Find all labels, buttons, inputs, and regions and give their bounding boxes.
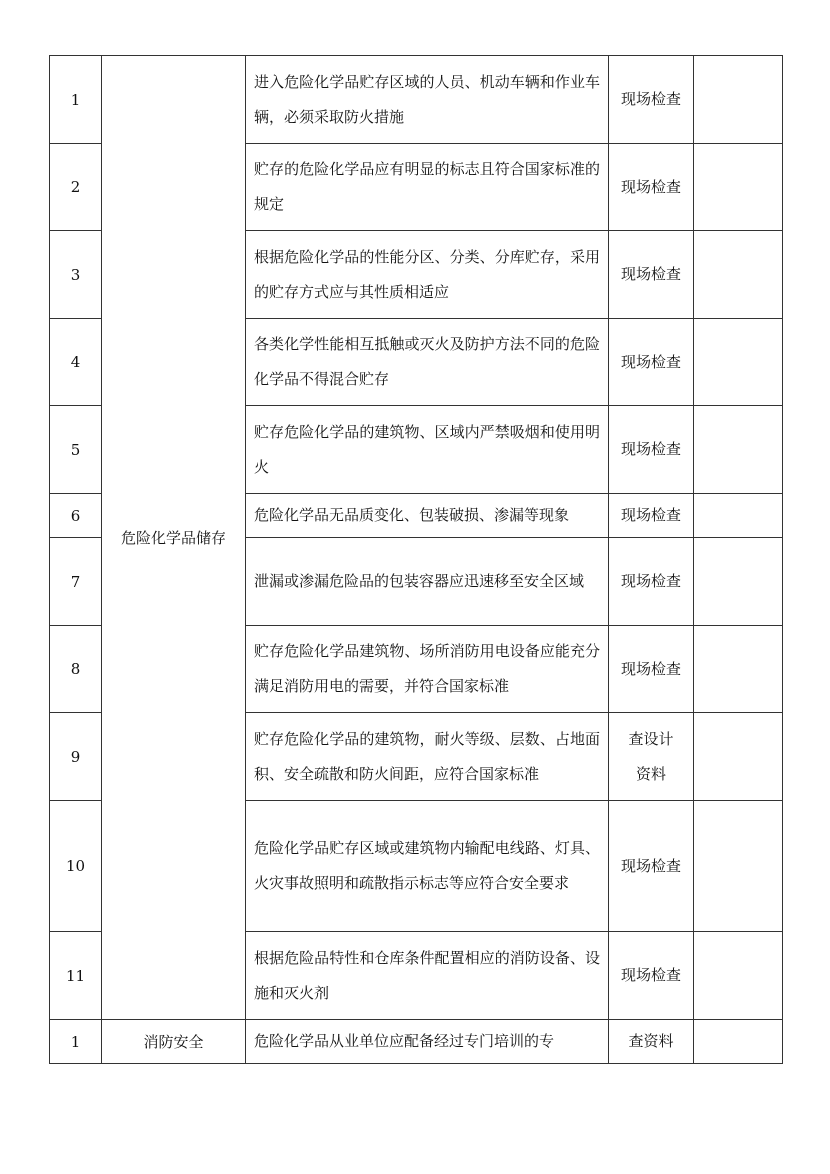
check-item: 危险化学品贮存区域或建筑物内输配电线路、灯具、火灾事故照明和疏散指示标志等应符合安全要求 [246, 801, 609, 932]
check-method: 现场检查 [609, 406, 694, 494]
check-method: 现场检查 [609, 801, 694, 932]
remark-cell [694, 494, 783, 538]
remark-cell [694, 932, 783, 1020]
remark-cell [694, 231, 783, 319]
category-cell: 危险化学品储存 [102, 56, 246, 1020]
remark-cell [694, 319, 783, 406]
remark-cell [694, 1020, 783, 1064]
row-number: 8 [50, 626, 102, 713]
row-number: 2 [50, 144, 102, 231]
remark-cell [694, 144, 783, 231]
table-row [50, 56, 783, 144]
row-number: 3 [50, 231, 102, 319]
check-method: 现场检查 [609, 319, 694, 406]
check-item: 贮存的危险化学品应有明显的标志且符合国家标准的规定 [246, 144, 609, 231]
check-item: 贮存危险化学品建筑物、场所消防用电设备应能充分满足消防用电的需要，并符合国家标准 [246, 626, 609, 713]
check-method: 现场检查 [609, 56, 694, 144]
check-item: 贮存危险化学品的建筑物，耐火等级、层数、占地面积、安全疏散和防火间距，应符合国家标准 [246, 713, 609, 801]
check-item: 泄漏或渗漏危险品的包装容器应迅速移至安全区域 [246, 538, 609, 626]
check-item: 根据危险化学品的性能分区、分类、分库贮存，采用的贮存方式应与其性质相适应 [246, 231, 609, 319]
check-item: 进入危险化学品贮存区域的人员、机动车辆和作业车辆，必须采取防火措施 [246, 56, 609, 144]
check-item: 危险化学品从业单位应配备经过专门培训的专 [246, 1020, 609, 1064]
row-number: 6 [50, 494, 102, 538]
check-method: 查资料 [609, 1020, 694, 1064]
table-row [50, 1020, 783, 1064]
row-number: 10 [50, 801, 102, 932]
inspection-table [49, 55, 783, 1064]
check-method: 查设计资料 [609, 713, 694, 801]
check-method: 现场检查 [609, 144, 694, 231]
remark-cell [694, 406, 783, 494]
remark-cell [694, 56, 783, 144]
remark-cell [694, 626, 783, 713]
row-number: 4 [50, 319, 102, 406]
row-number: 1 [50, 56, 102, 144]
row-number: 1 [50, 1020, 102, 1064]
remark-cell [694, 538, 783, 626]
check-item: 贮存危险化学品的建筑物、区域内严禁吸烟和使用明火 [246, 406, 609, 494]
check-method: 现场检查 [609, 538, 694, 626]
remark-cell [694, 713, 783, 801]
row-number: 7 [50, 538, 102, 626]
check-method: 现场检查 [609, 494, 694, 538]
check-method: 现场检查 [609, 626, 694, 713]
check-method: 现场检查 [609, 932, 694, 1020]
row-number: 9 [50, 713, 102, 801]
category-cell: 消防安全 [102, 1020, 246, 1064]
check-item: 危险化学品无品质变化、包装破损、渗漏等现象 [246, 494, 609, 538]
row-number: 5 [50, 406, 102, 494]
row-number: 11 [50, 932, 102, 1020]
check-method: 现场检查 [609, 231, 694, 319]
check-item: 根据危险品特性和仓库条件配置相应的消防设备、设施和灭火剂 [246, 932, 609, 1020]
remark-cell [694, 801, 783, 932]
check-item: 各类化学性能相互抵触或灭火及防护方法不同的危险化学品不得混合贮存 [246, 319, 609, 406]
